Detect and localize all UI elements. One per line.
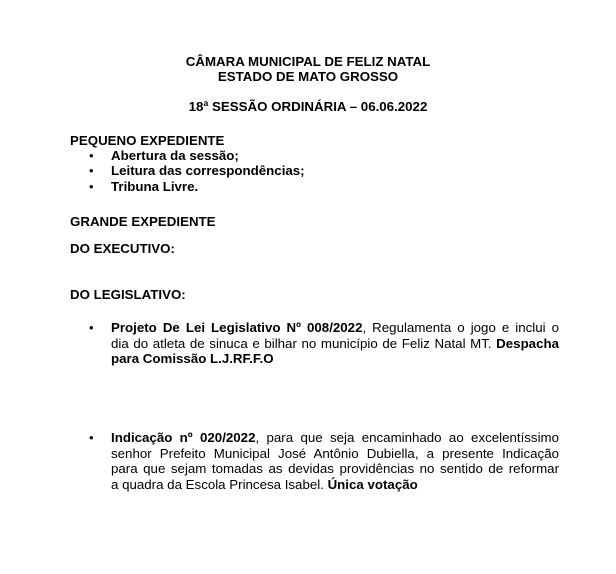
bullet-icon: •: [89, 320, 94, 335]
item-line: para que sejam tomadas as devidas providências no sentido de reformar: [111, 461, 559, 476]
executivo-heading: DO EXECUTIVO:: [70, 241, 175, 256]
bullet-icon: •: [89, 163, 94, 178]
bullet-icon: •: [89, 179, 94, 194]
item-line: [111, 477, 559, 493]
item-text: a quadra da Escola Princesa Isabel.: [111, 476, 328, 492]
committee-label: para Comissão L.J.RF.F.O: [111, 351, 274, 366]
bullet-icon: •: [89, 430, 94, 445]
grande-expediente-heading: GRANDE EXPEDIENTE: [70, 214, 216, 229]
item-text: , para que seja encaminhado ao excelentíssimo: [255, 430, 559, 445]
item-line: [111, 351, 559, 367]
indication-number: Indicação nº 020/2022: [111, 430, 256, 445]
item-line: [111, 320, 559, 336]
legislativo-heading: DO LEGISLATIVO:: [70, 287, 186, 302]
list-item: Abertura da sessão;: [111, 148, 239, 163]
item-text: , Regulamenta o jogo e inclui o: [362, 320, 559, 335]
dispatch-label: Despacha: [496, 335, 559, 351]
bullet-icon: •: [89, 148, 94, 163]
vote-label: Única votação: [327, 476, 418, 492]
session-title: 18ª SESSÃO ORDINÁRIA – 06.06.2022: [188, 99, 428, 114]
state-name: ESTADO DE MATO GROSSO: [217, 69, 399, 84]
item-line: [111, 336, 559, 352]
item-line: [111, 430, 559, 446]
list-item: Tribuna Livre.: [111, 179, 199, 194]
bill-number: Projeto De Lei Legislativo Nº 008/2022: [111, 320, 363, 335]
item-line: senhor Prefeito Municipal José Antônio Dubiella, a presente Indicação: [111, 445, 559, 461]
item-text: dia do atleta de sinuca e bilhar no município de Feliz Natal MT.: [111, 335, 497, 351]
pequeno-expediente-heading: PEQUENO EXPEDIENTE: [70, 133, 225, 148]
chamber-name: CÂMARA MUNICIPAL DE FELIZ NATAL: [185, 54, 431, 69]
list-item: Leitura das correspondências;: [111, 163, 305, 178]
